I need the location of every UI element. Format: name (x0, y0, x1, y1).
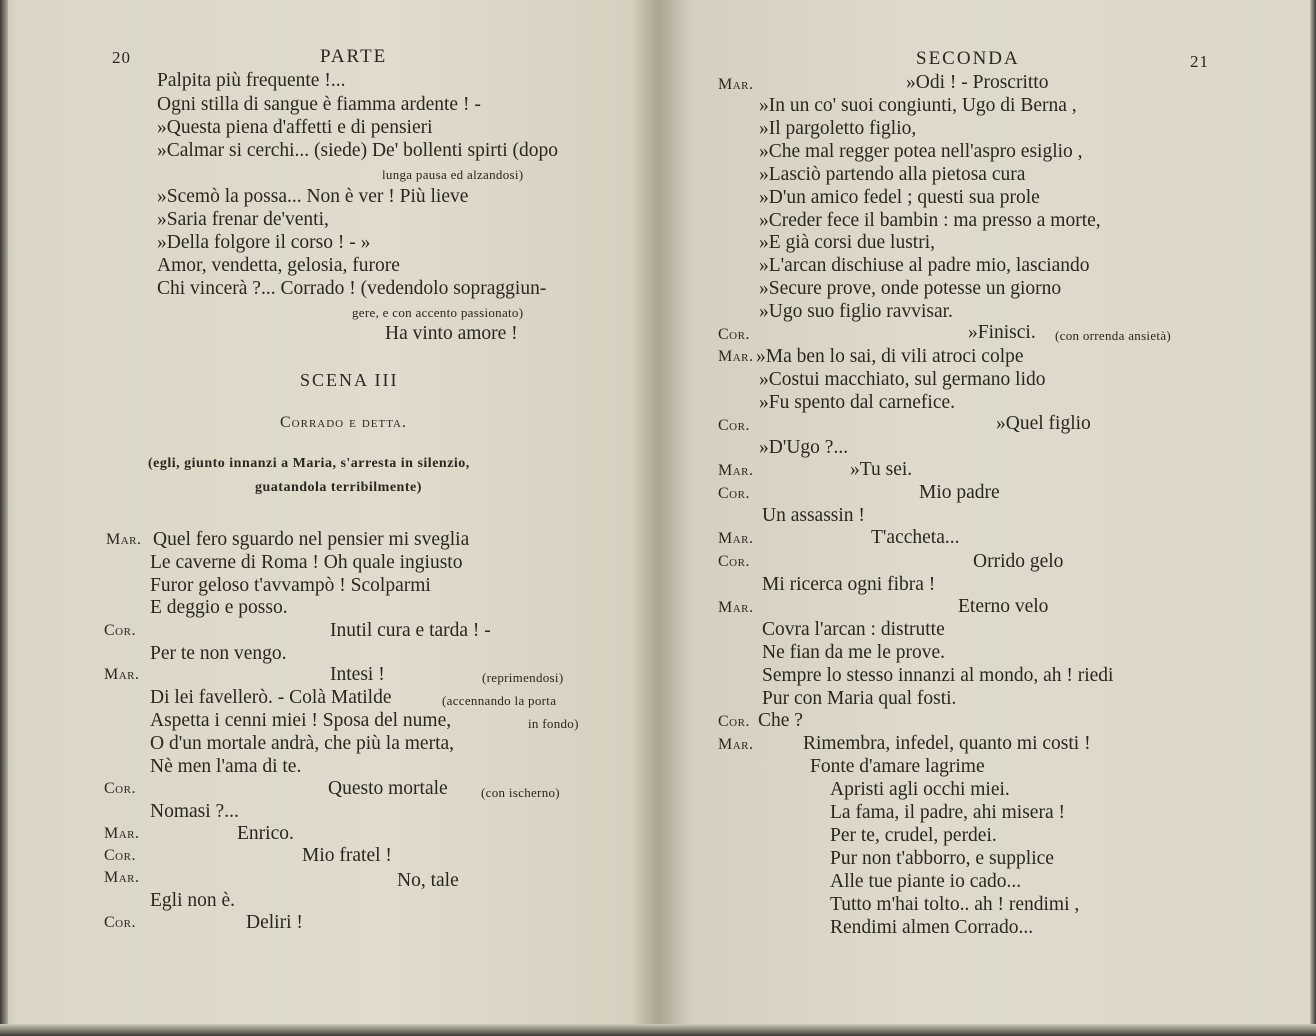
verse-line: »L'arcan dischiuse al padre mio, lasciando (759, 255, 1090, 276)
verse-line: »Quel figlio (996, 413, 1091, 434)
stage-direction: gere, e con accento passionato) (352, 305, 524, 320)
verse-line: Egli non è. (150, 890, 236, 911)
verse-line: Rendimi almen Corrado... (830, 917, 1034, 938)
verse-line: Amor, vendetta, gelosia, furore (157, 255, 400, 276)
verse-line: »D'un amico fedel ; questi sua prole (759, 187, 1040, 208)
verse-line: »Della folgore il corso ! - » (157, 232, 371, 253)
verse-line: »Tu sei. (850, 459, 913, 480)
running-head-left: PARTE (320, 46, 388, 67)
verse-line: Nè men l'ama di te. (150, 756, 302, 777)
verse-line: No, tale (397, 870, 459, 891)
running-head-right: SECONDA (916, 48, 1020, 69)
speaker: Cor. (718, 417, 750, 434)
speaker: Cor. (718, 326, 750, 343)
speaker: Cor. (104, 847, 136, 864)
verse-line: »In un co' suoi congiunti, Ugo di Berna , (759, 95, 1077, 116)
verse-line: »Odi ! - Proscritto (906, 72, 1049, 93)
stage-direction: (accennando la porta (442, 693, 557, 708)
speaker: Mar. (718, 599, 754, 616)
verse-line: Eterno velo (958, 596, 1049, 617)
verse-line: Per te non vengo. (150, 643, 287, 664)
verse-line: »Il pargoletto figlio, (759, 118, 917, 139)
verse-line: »Ugo suo figlio ravvisar. (759, 301, 953, 322)
verse-line: Ne fian da me le prove. (762, 642, 946, 663)
scene-title: SCENA III (300, 370, 399, 390)
verse-line: Sempre lo stesso innanzi al mondo, ah ! riedi (762, 665, 1114, 686)
verse-line: Quel fero sguardo nel pensier mi sveglia (153, 529, 470, 550)
verse-line: »Lasciò partendo alla pietosa cura (759, 164, 1026, 185)
speaker: Cor. (104, 914, 136, 931)
verse-line: Mio padre (919, 482, 1000, 503)
verse-line: Le caverne di Roma ! Oh quale ingiusto (150, 552, 463, 573)
stage-direction: (con orrenda ansietà) (1055, 328, 1172, 343)
stage-direction: (con ischerno) (481, 785, 560, 800)
speaker: Mar. (718, 462, 754, 479)
verse-line: Chi vincerà ?... Corrado ! (vedendolo sopraggiun- (157, 278, 547, 299)
speaker: Cor. (718, 713, 750, 730)
speaker: Cor. (104, 780, 136, 797)
verse-line: E deggio e posso. (150, 597, 288, 618)
speaker: Mar. (718, 736, 754, 753)
verse-line: Enrico. (237, 823, 294, 844)
book-bottom-edge (0, 1024, 1316, 1036)
verse-line: »Ma ben lo sai, di vili atroci colpe (756, 346, 1024, 367)
speaker: Mar. (104, 825, 140, 842)
verse-line: Fonte d'amare lagrime (810, 756, 985, 777)
verse-line: Orrido gelo (973, 551, 1064, 572)
speaker: Mar. (718, 348, 754, 365)
verse-line: »Scemò la possa... Non è ver ! Più lieve (157, 186, 469, 207)
page-edge (1310, 0, 1316, 1036)
verse-line: »Finisci. (968, 322, 1036, 343)
verse-line: Di lei favellerò. - Colà Matilde (150, 687, 392, 708)
stage-direction: in fondo) (528, 716, 579, 731)
verse-line: »Fu spento dal carnefice. (759, 392, 956, 413)
page-number-right: 21 (1190, 52, 1209, 71)
verse-line: Inutil cura e tarda ! - (330, 620, 491, 641)
verse-line: »Secure prove, onde potesse un giorno (759, 278, 1062, 299)
verse-line: Alle tue piante io cado... (830, 871, 1022, 892)
verse-line: Un assassin ! (762, 505, 865, 526)
verse-line: »Creder fece il bambin : ma presso a morte, (759, 210, 1101, 231)
verse-line: Pur non t'abborro, e supplice (830, 848, 1054, 869)
stage-direction: (egli, giunto innanzi a Maria, s'arresta in silenzio, (148, 456, 470, 471)
speaker: Mar. (718, 530, 754, 547)
verse-line: »Questa piena d'affetti e di pensieri (157, 117, 433, 138)
verse-line: »D'Ugo ?... (759, 437, 849, 458)
verse-line: Covra l'arcan : distrutte (762, 619, 945, 640)
verse-line: Mio fratel ! (302, 845, 392, 866)
stage-direction: lunga pausa ed alzandosi) (382, 167, 524, 182)
speaker: Cor. (718, 485, 750, 502)
verse-line: O d'un mortale andrà, che più la merta, (150, 733, 455, 754)
scene-characters: Corrado e detta. (280, 414, 408, 431)
verse-line: »E già corsi due lustri, (759, 232, 936, 253)
speaker: Mar. (104, 666, 140, 683)
verse-line: Per te, crudel, perdei. (830, 825, 997, 846)
verse-line: Tutto m'hai tolto.. ah ! rendimi , (830, 894, 1080, 915)
verse-line: Aspetta i cenni miei ! Sposa del nume, (150, 710, 452, 731)
speaker: Mar. (104, 869, 140, 886)
verse-line: T'accheta... (871, 527, 960, 548)
verse-line: Deliri ! (246, 912, 303, 933)
verse-line: Ha vinto amore ! (385, 323, 518, 344)
verse-line: Questo mortale (328, 778, 448, 799)
stage-direction: (reprimendosi) (482, 670, 564, 685)
verse-line: Apristi agli occhi miei. (830, 779, 1010, 800)
speaker: Cor. (718, 553, 750, 570)
verse-line: Ogni stilla di sangue è fiamma ardente ! - (157, 94, 481, 115)
verse-line: »Costui macchiato, sul germano lido (759, 369, 1046, 390)
verse-line: Rimembra, infedel, quanto mi costi ! (803, 733, 1091, 754)
verse-line: Nomasi ?... (150, 801, 239, 822)
page-number-left: 20 (112, 48, 131, 67)
verse-line: Mi ricerca ogni fibra ! (762, 574, 936, 595)
verse-line: La fama, il padre, ahi misera ! (830, 802, 1065, 823)
speaker: Cor. (104, 622, 136, 639)
speaker: Mar. (718, 76, 754, 93)
right-page (658, 0, 1316, 1036)
stage-direction: guatandola terribilmente) (255, 480, 422, 495)
verse-line: »Calmar si cerchi... (siede) De' bollenti spirti (dopo (157, 140, 558, 161)
verse-line: Pur con Maria qual fosti. (762, 688, 957, 709)
verse-line: Intesi ! (330, 664, 385, 685)
verse-line: »Che mal regger potea nell'aspro esiglio , (759, 141, 1083, 162)
speaker: Mar. (106, 531, 142, 548)
page-edge (0, 0, 8, 1036)
verse-line: Furor geloso t'avvampò ! Scolparmi (150, 575, 431, 596)
verse-line: »Saria frenar de'venti, (157, 209, 329, 230)
verse-line: Che ? (758, 710, 803, 731)
verse-line: Palpita più frequente !... (157, 70, 346, 91)
